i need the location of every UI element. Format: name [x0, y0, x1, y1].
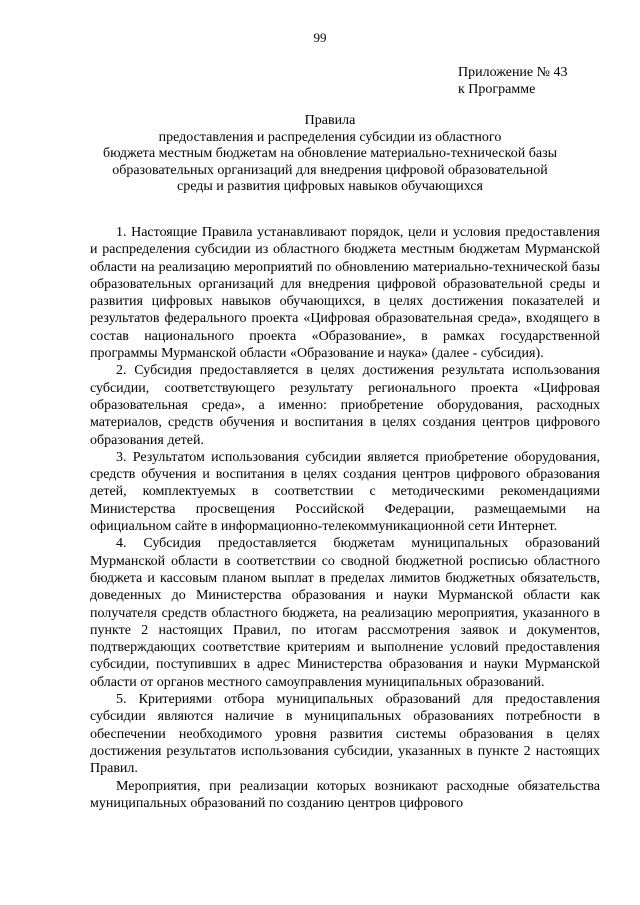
paragraph-6: Мероприятия, при реализации которых возникают расходные обязательства муниципальных образований по созданию центров цифрового [90, 778, 600, 811]
document-body [90, 224, 600, 812]
page-number: 99 [313, 30, 327, 45]
paragraph-2: 2. Субсидия предоставляется в целях достижения результата использования субсидии, соответствующего результату регионального проекта «Цифровая образовательная среда», а именно: приобретение оборудования, расходных материалов, средств обучения и воспитания в целях создания центров цифрового образования детей. [90, 363, 600, 448]
paragraph-1: 1. Настоящие Правила устанавливают порядок, цели и условия предоставления и распределения субсидии из областного бюджета местным бюджетам Мурманской области на реализацию мероприятий по обновлению материально-технической базы образовательных организаций для внедрения цифровой образовательной среды и развития цифровых навыков обучающихся, в целях достижения показателей и результатов федерального проекта «Цифровая образовательная среда», входящего в состав национального проекта «Образование», в рамках государственной программы Мурманской области «Образование и наука» (далее - субсидия). [90, 225, 600, 362]
title-line: среды и развития цифровых навыков обучающихся [177, 179, 483, 194]
title-line: бюджета местным бюджетам на обновление материально-технической базы [102, 146, 558, 161]
appendix-reference [458, 64, 568, 98]
paragraph-5: 5. Критериями отбора муниципальных образований для предоставления субсидии являются наличие в муниципальных образованиях потребности в обеспечении необходимого уровня развития системы образования в целях достижения результатов использования субсидии, указанных в пункте 2 настоящих Правил. [90, 692, 600, 777]
title-line: предоставления и распределения субсидии из областного [158, 129, 502, 145]
paragraph-4: 4. Субсидия предоставляется бюджетам муниципальных образований Мурманской области в соответствии со сводной бюджетной росписью областного бюджета и кассовым планом выплат в пределах лимитов бюджетных обязательств, доведенных до Министерства образования и науки Мурманской области как получателя средств областного бюджета, на реализацию мероприятия, указанного в пункте 2 настоящих Правил, по итогам рассмотрения заявок и документов, подтверждающих соответствие критериям и выполнение условий предоставления субсидии, поступивших в адрес Министерства образования и науки Мурманской области от органов местного самоуправления муниципальных образований. [90, 536, 600, 690]
appendix-number: Приложение № 43 [458, 65, 568, 80]
appendix-program: к Программе [458, 82, 536, 97]
title-line: образовательных организаций для внедрения цифровой образовательной [112, 162, 548, 178]
document-title [60, 113, 600, 196]
paragraph-3: 3. Результатом использования субсидии является приобретение оборудования, средств обучения и воспитания в целях создания центров цифрового образования детей, комплектуемых в соответствии с методическими рекомендациями Министерства просвещения Российской Федерации, размещаемыми на официальном сайте в информационно-телекоммуникационной сети Интернет. [90, 449, 600, 535]
title-heading: Правила [304, 113, 356, 128]
